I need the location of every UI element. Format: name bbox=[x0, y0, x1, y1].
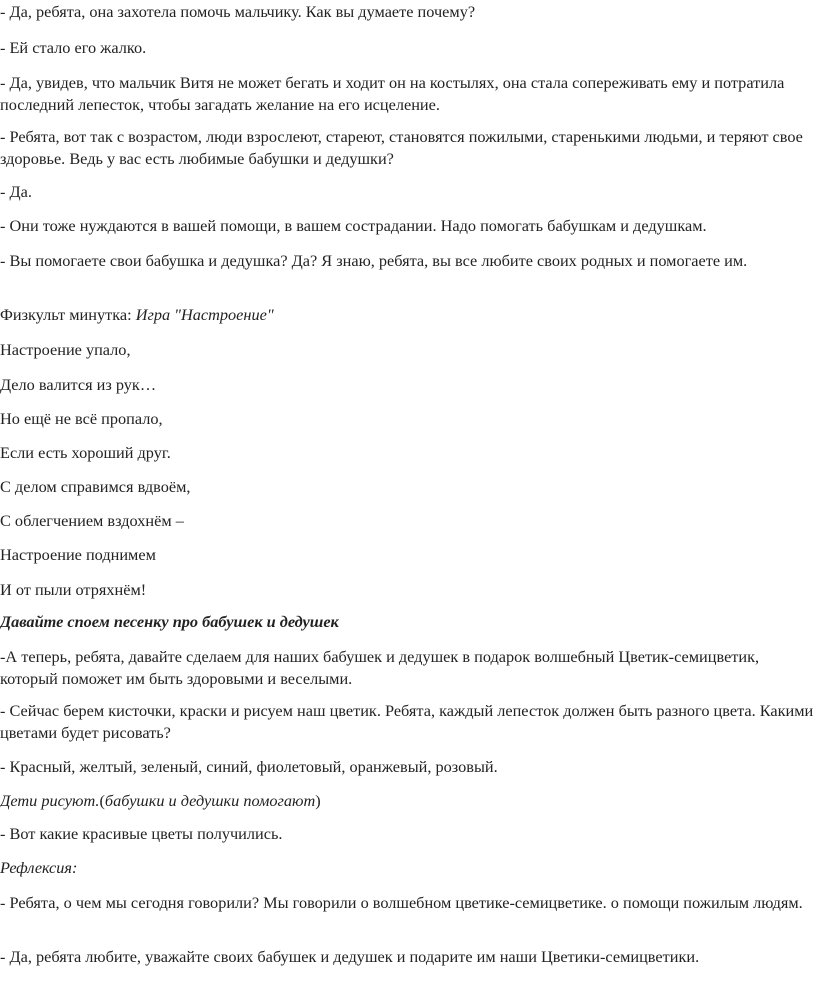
paragraph-10: -А теперь, ребята, давайте сделаем для наших бабушек и дедушек в подарок волшебный Цветик-семицветик, который поможет им быть здоровыми и веселыми. bbox=[0, 647, 760, 688]
paragraph-4: - Ребята, вот так с возрастом, люди взрослеют, стареют, становятся пожилыми, старенькими людьми, и теряют свое здоровье. Ведь у вас есть любимые бабушки и дедушки? bbox=[0, 127, 803, 168]
paragraph-11: - Сейчас берем кисточки, краски и рисуем наш цветик. Ребята, каждый лепесток должен быть разного цвета. Какими цветами будет рисовать? bbox=[0, 701, 814, 742]
reflection-heading: Рефлексия: bbox=[0, 858, 78, 877]
fizkult-label: Физкульт минутка: bbox=[0, 305, 136, 324]
poem-line-1: Настроение упало, bbox=[0, 340, 131, 359]
children-drawing-label: Дети рисуют. bbox=[0, 791, 100, 810]
paragraph-2: - Ей стало его жалко. bbox=[0, 38, 147, 57]
paragraph-7: - Вы помогаете свои бабушка и дедушка? Да? Я знаю, ребята, вы все любите своих родных и помогаете им. bbox=[0, 251, 748, 270]
paragraph-17: - Да, ребята любите, уважайте своих бабушек и дедушек и подарите им наши Цветики-семицветики. bbox=[0, 947, 700, 966]
paragraph-12: - Красный, желтый, зеленый, синий, фиолетовый, оранжевый, розовый. bbox=[0, 757, 498, 776]
poem-line-5: С делом справимся вдвоём, bbox=[0, 477, 191, 496]
game-title: Игра "Настроение" bbox=[135, 305, 274, 324]
song-heading: Давайте споем песенку про бабушек и дедушек bbox=[0, 612, 339, 631]
poem-line-2: Дело валится из рук… bbox=[0, 375, 157, 394]
grandparents-help-text: бабушки и дедушки помогают bbox=[104, 791, 316, 810]
paragraph-6: - Они тоже нуждаются в вашей помощи, в вашем сострадании. Надо помогать бабушкам и дедушкам. bbox=[0, 216, 707, 235]
paren-close: ) bbox=[315, 791, 321, 810]
paragraph-14: - Вот какие красивые цветы получились. bbox=[0, 824, 283, 843]
children-drawing-line bbox=[0, 790, 814, 812]
paragraph-5: - Да. bbox=[0, 182, 32, 201]
fizkult-minutka-line bbox=[0, 304, 814, 326]
poem-line-8: И от пыли отряхнём! bbox=[0, 580, 147, 599]
paragraph-1: - Да, ребята, она захотела помочь мальчику. Как вы думаете почему? bbox=[0, 2, 476, 21]
paragraph-16: - Ребята, о чем мы сегодня говорили? Мы говорили о волшебном цветике-семицветике. о помощи пожилым людям. bbox=[0, 893, 803, 912]
paren-open: ( bbox=[99, 791, 105, 810]
poem-line-3: Но ещё не всё пропало, bbox=[0, 409, 163, 428]
poem-line-4: Если есть хороший друг. bbox=[0, 443, 171, 462]
poem-line-6: С облегчением вздохнём – bbox=[0, 511, 184, 530]
poem-line-7: Настроение поднимем bbox=[0, 545, 156, 564]
paragraph-3: - Да, увидев, что мальчик Витя не может бегать и ходит он на костылях, она стала сопереживать ему и потратила последний лепесток, чтобы загадать желание на его исцеление. bbox=[0, 73, 785, 114]
